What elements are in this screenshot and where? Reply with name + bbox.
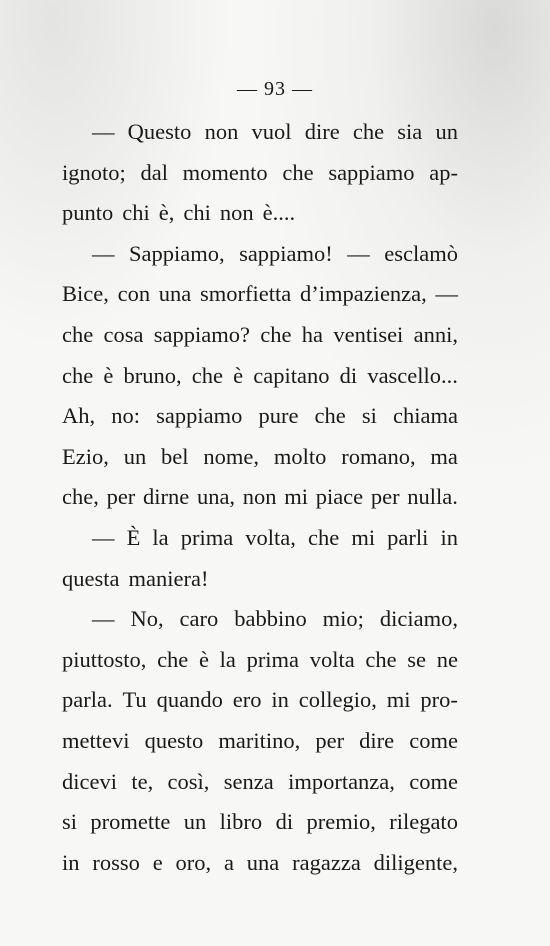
word: mettevi <box>62 727 130 753</box>
word: ma <box>430 443 458 469</box>
word: che <box>157 646 189 672</box>
word: dire <box>304 119 340 144</box>
word: premio, <box>306 809 376 835</box>
word: ap- <box>429 159 458 185</box>
word: che <box>62 321 94 347</box>
word: nome, <box>203 443 260 469</box>
word: chi <box>122 200 150 226</box>
word: piuttosto, <box>62 646 147 672</box>
word: collegio, <box>298 687 377 713</box>
word: No, <box>130 606 164 632</box>
word: per <box>106 484 136 510</box>
word: se <box>407 646 427 672</box>
word: sia <box>397 119 423 144</box>
word: questa <box>62 565 120 591</box>
word: che <box>282 159 314 185</box>
text-line <box>62 315 458 356</box>
word: libro <box>219 809 263 835</box>
word: prima <box>246 646 300 672</box>
word: mi <box>284 484 308 510</box>
word: è <box>103 362 114 388</box>
word: ne <box>436 646 458 672</box>
word: bruno, <box>123 362 182 388</box>
word: si <box>361 403 377 429</box>
word: oro, <box>175 849 212 875</box>
body-text <box>62 112 458 883</box>
word: promette <box>90 809 171 835</box>
word: Bice, <box>62 281 109 307</box>
word: importanza, <box>288 768 395 794</box>
word: non <box>219 200 254 226</box>
word: diciamo, <box>379 606 458 632</box>
word: che <box>314 403 346 429</box>
word: questo <box>144 727 204 753</box>
word: pure <box>258 403 299 429</box>
word: dire <box>359 727 395 753</box>
word: vascello... <box>367 362 458 388</box>
word: ventisei <box>333 321 404 347</box>
word: mi <box>386 687 411 713</box>
word: prima <box>180 524 234 550</box>
word: no: <box>111 403 140 429</box>
word: dicevi <box>62 768 117 794</box>
word: un <box>435 119 458 144</box>
word: sappiamo <box>328 159 415 185</box>
word: come <box>409 727 458 753</box>
text-line <box>62 477 458 518</box>
word: è <box>198 646 209 672</box>
word: vuol <box>251 119 292 144</box>
word: Sappiamo, <box>128 240 225 266</box>
text-line <box>62 721 458 762</box>
word: non <box>204 119 239 144</box>
word: come <box>409 768 458 794</box>
word: anni, <box>413 321 458 347</box>
word: che <box>260 321 292 347</box>
word: che <box>62 362 94 388</box>
word: ignoto; <box>62 159 126 185</box>
word: in <box>271 687 289 713</box>
word: d’impazienza, <box>299 281 427 307</box>
word: Ezio, <box>62 443 109 469</box>
word: è, <box>158 200 175 226</box>
word: rosso <box>92 849 140 875</box>
word: così, <box>167 768 210 794</box>
word: quando <box>156 687 223 713</box>
word: babbino <box>234 606 307 632</box>
word: chi <box>183 200 211 226</box>
word: dal <box>140 159 168 185</box>
word: ha <box>301 321 324 347</box>
word: sappiamo! <box>239 240 333 266</box>
word: un <box>123 443 147 469</box>
word: — <box>92 119 115 144</box>
word: in <box>440 524 458 550</box>
word: che <box>191 362 224 388</box>
word: — <box>435 281 458 307</box>
text-line <box>62 559 458 600</box>
word: punto <box>62 200 114 226</box>
word: — <box>92 606 115 632</box>
word: che <box>308 524 340 550</box>
word: molto <box>273 443 327 469</box>
word: pro- <box>420 687 458 713</box>
word: maniera! <box>128 565 209 591</box>
word: una, <box>196 484 236 510</box>
word: volta <box>309 646 355 672</box>
text-line <box>62 234 458 275</box>
text-line <box>62 153 458 194</box>
text-line <box>62 274 458 315</box>
word: maritino, <box>218 727 301 753</box>
word: nulla. <box>407 484 458 510</box>
text-line <box>62 680 458 721</box>
text-line <box>62 843 458 884</box>
word: Tu <box>122 687 147 713</box>
word: capitano <box>253 362 330 388</box>
word: ragazza <box>292 849 361 875</box>
word: la <box>219 646 236 672</box>
word: in <box>62 849 80 875</box>
word: è.... <box>262 200 296 226</box>
word: piace <box>315 484 364 510</box>
word: momento <box>182 159 268 185</box>
text-line <box>62 396 458 437</box>
word: Questo <box>127 119 192 144</box>
word: — <box>92 524 115 550</box>
text-line <box>62 356 458 397</box>
text-line <box>62 599 458 640</box>
word: rilegato <box>389 809 458 835</box>
word: un <box>183 809 207 835</box>
word: una <box>158 281 192 307</box>
word: Ah, <box>62 403 96 429</box>
word: e <box>152 849 163 875</box>
text-line <box>62 437 458 478</box>
word: È <box>126 524 141 550</box>
word: una <box>246 849 280 875</box>
word: mi <box>351 524 376 550</box>
word: esclamò <box>384 240 458 266</box>
word: di <box>339 362 358 388</box>
word: per <box>315 727 345 753</box>
text-line <box>62 640 458 681</box>
word: te, <box>131 768 154 794</box>
word: chiama <box>393 403 458 429</box>
word: non <box>242 484 277 510</box>
word: bel <box>161 443 189 469</box>
text-line <box>62 193 458 234</box>
word: che, <box>62 484 99 510</box>
word: ero <box>232 687 262 713</box>
word: cosa <box>103 321 144 347</box>
word: di <box>275 809 294 835</box>
word: diligente, <box>373 849 458 875</box>
word: sappiamo? <box>153 321 250 347</box>
word: mio; <box>322 606 364 632</box>
word: romano, <box>341 443 416 469</box>
word: senza <box>223 768 274 794</box>
word: con <box>117 281 151 307</box>
word: — <box>92 240 115 266</box>
page-number: — 93 — <box>237 78 313 100</box>
word: caro <box>179 606 219 632</box>
text-line <box>62 762 458 803</box>
word: per <box>370 484 400 510</box>
text-line <box>62 112 458 153</box>
word: parla. <box>62 687 113 713</box>
word: volta, <box>245 524 296 550</box>
word: smorfietta <box>200 281 292 307</box>
text-line <box>62 802 458 843</box>
word: sappiamo <box>156 403 243 429</box>
word: dirne <box>143 484 190 510</box>
word: che <box>352 119 385 144</box>
word: parli <box>387 524 429 550</box>
word: è <box>233 362 244 388</box>
word: a <box>223 849 234 875</box>
word: che <box>365 646 397 672</box>
text-line <box>62 518 458 559</box>
word: — <box>347 240 370 266</box>
word: si <box>62 809 78 835</box>
word: la <box>152 524 169 550</box>
